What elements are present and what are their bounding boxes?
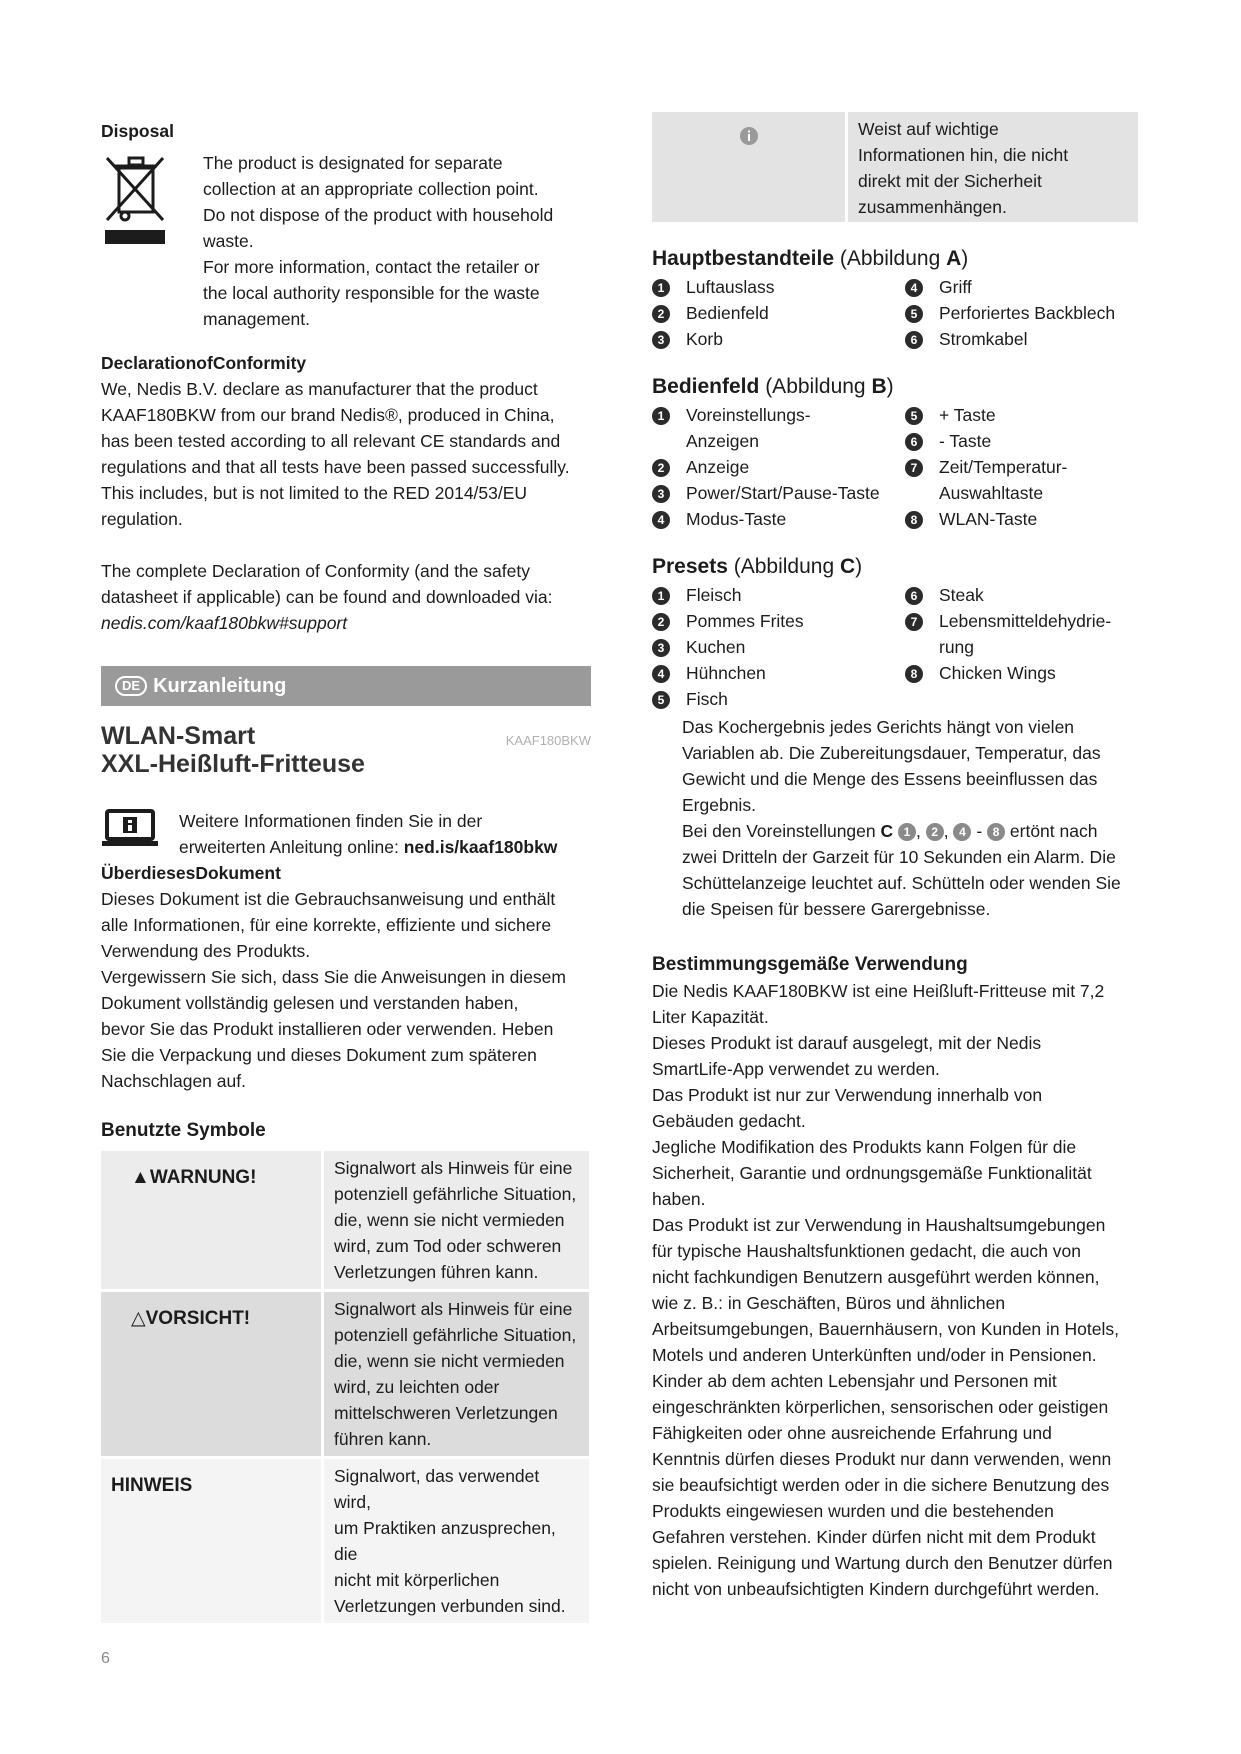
weee-crossed-bin-icon (101, 150, 213, 332)
list-item: 2 Anzeige (652, 454, 905, 480)
disposal-line: the local authority responsible for the waste (203, 283, 540, 303)
online-line: Weitere Informationen finden Sie in der (179, 811, 483, 831)
disposal-line: For more information, contact the retailer or (203, 257, 540, 277)
disposal-line: Do not dispose of the product with household (203, 205, 554, 225)
list-item: 3 Korb (652, 326, 905, 352)
preset-note: Das Kochergebnis jedes Gerichts hängt von vielen Variablen ab. Die Zubereitungsdauer, Temperatur, das Gewicht und die Menge des Essens beeinflussen das Ergebnis. (682, 717, 1101, 815)
disposal-line: management. (203, 309, 311, 329)
info-circle-icon (652, 112, 848, 222)
banner-title: Kurzanleitung (153, 675, 287, 697)
presets-heading: Presets (Abbildung C) (652, 555, 863, 578)
page-number: 6 (101, 1650, 110, 1667)
disposal-line: The product is designated for separate (203, 153, 503, 173)
symbol-description: Signalwort als Hinweis für eine potenziell gefährliche Situation, die, wenn sie nicht vermieden wird, zum Tod oder schweren Verletzungen führen kann. (324, 1151, 589, 1289)
list-item: 5 Perforiertes Backblech (905, 300, 1142, 326)
model-code: KAAF180BKW (505, 733, 591, 748)
symbol-description: Signalwort als Hinweis für eine potenziell gefährliche Situation, die, wenn sie nicht vermieden wird, zu leichten oder mittelschweren Verletzungen führen kann. (324, 1292, 589, 1456)
declaration-line: regulation. (101, 509, 183, 529)
list-item: 4 Modus-Taste (652, 506, 905, 532)
list-item: 8 WLAN-Taste (905, 506, 1142, 532)
symbol-key: △VORSICHT! (101, 1292, 321, 1456)
list-item: 2 Pommes Frites (652, 608, 905, 634)
list-item: 1 Voreinstellungs- Anzeigen (652, 402, 905, 454)
warning-triangle-icon: ▲ (131, 1167, 150, 1188)
presets-list (652, 582, 1142, 712)
list-item: 6 - Taste (905, 428, 1142, 454)
usage-body: Die Nedis KAAF180BKW ist eine Heißluft-Fritteuse mit 7,2 Liter Kapazität. Dieses Produkt ist darauf ausgelegt, mit der Nedis SmartLife-App verwendet zu werden. Das Produkt ist nur zur Verwendung innerhalb von Gebäuden gedacht. Jegliche Modifikation des Produkts kann Folgen für die Sicherheit, Garantie und ordnungsgemäße Funktionalität haben. Das Produkt ist zur Verwendung in Haushaltsumgebungen für typische Haushaltsfunktionen gedacht, die auch von nicht fachkundigen Benutzern ausgeführt werden können, wie z. B.: in Geschäften, Büros und ähnlichen Arbeitsumgebungen, Bauernhäusern, von Kunden in Hotels, Motels und anderen Unterkünften und/oder in Pensionen. Kinder ab dem achten Lebensjahr und Personen mit eingeschränkten körperlichen, sensorischen oder geistigen Fähigkeiten oder ohne ausreichende Erfahrung und Kenntnis dürfen dieses Produkt nur dann verwenden, wenn sie beaufsichtigt werden oder in die sichere Benutzung des Produkts eingewiesen wurden und die bestehenden Gefahren verstehen. Kinder dürfen nicht mit dem Produkt spielen. Reinigung und Wartung durch den Benutzer dürfen nicht von unbeaufsichtigten Kindern durchgeführt werden. (652, 981, 1119, 1599)
language-badge: DE (115, 676, 147, 696)
online-line: erweiterten Anleitung online: ned.is/kaaf180bkw (179, 837, 558, 857)
about-line: alle Informationen, für eine korrekte, effiziente und sichere (101, 915, 552, 935)
list-item: 1 Luftauslass (652, 274, 905, 300)
symbol-description: Signalwort, das verwendet wird, um Praktiken anzusprechen, die nicht mit körperlichen Verletzungen verbunden sind. (324, 1459, 589, 1623)
info-symbol-box (652, 112, 1138, 222)
declaration-line: This includes, but is not limited to the RED 2014/53/EU (101, 483, 528, 503)
support-link[interactable]: nedis.com/kaaf180bkw#support (101, 613, 348, 633)
symbols-table (98, 1148, 592, 1626)
list-item: 3 Kuchen (652, 634, 905, 660)
online-url[interactable]: ned.is/kaaf180bkw (403, 837, 558, 857)
declaration-line: has been tested according to all relevant CE standards and (101, 431, 561, 451)
doc-title-line: WLAN-Smart (101, 722, 256, 750)
main-parts-heading: Hauptbestandteile (Abbildung A) (652, 247, 969, 270)
about-line: Nachschlagen auf. (101, 1071, 246, 1091)
symbol-row (101, 1292, 589, 1456)
list-item: 2 Bedienfeld (652, 300, 905, 326)
doc-title-line: XXL-Heißluft-Fritteuse (101, 750, 365, 778)
about-line: Verwendung des Produkts. (101, 941, 311, 961)
left-column (101, 118, 591, 1626)
declaration-complete-line: datasheet if applicable) can be found and downloaded via: (101, 587, 553, 607)
about-line: Sie die Verpackung und dieses Dokument zum späteren (101, 1045, 537, 1065)
about-line: bevor Sie das Produkt installieren oder verwenden. Heben (101, 1019, 554, 1039)
info-description: Weist auf wichtige Informationen hin, die nicht direkt mit der Sicherheit zusammenhängen. (858, 119, 1069, 217)
symbol-row (101, 1151, 589, 1289)
declaration-line: KAAF180BKW from our brand Nedis®, produced in China, (101, 405, 555, 425)
disposal-block (101, 150, 591, 332)
online-info-row (101, 808, 591, 860)
caution-triangle-icon: △ (131, 1308, 146, 1329)
list-item: 5 Fisch (652, 686, 905, 712)
list-item: 4 Griff (905, 274, 1142, 300)
list-item: 7 Lebensmitteldehydrie- rung (905, 608, 1142, 660)
control-panel-heading: Bedienfeld (Abbildung B) (652, 375, 894, 398)
doc-title-row (101, 722, 591, 778)
list-item: 5 + Taste (905, 402, 1142, 428)
usage-heading: Bestimmungsgemäße Verwendung (652, 954, 968, 975)
about-line: Dokument vollständig gelesen und verstanden haben, (101, 993, 519, 1013)
list-item: 1 Fleisch (652, 582, 905, 608)
laptop-info-icon (101, 808, 179, 860)
right-column (652, 112, 1142, 1602)
list-item: 6 Steak (905, 582, 1142, 608)
list-item: 3 Power/Start/Pause-Taste (652, 480, 905, 506)
control-panel-list (652, 402, 1142, 532)
disposal-line: collection at an appropriate collection point. (203, 179, 539, 199)
symbol-row (101, 1459, 589, 1623)
about-line: Vergewissern Sie sich, dass Sie die Anweisungen in diesem (101, 967, 566, 987)
kurzanleitung-banner (101, 666, 591, 706)
declaration-complete-line: The complete Declaration of Conformity (and the safety (101, 561, 530, 581)
about-heading: ÜberdiesesDokument (101, 863, 281, 883)
preset-alarm-note: Bei den Voreinstellungen C 1 , 2 , 4 - 8 ertönt nach zwei Dritteln der Garzeit für 10 Sekunden ein Alarm. Die Schüttelanzeige leuchtet auf. Schütteln oder wenden Sie die Speisen für bessere Garergebnisse. (682, 821, 1121, 919)
symbol-key: HINWEIS (101, 1459, 321, 1623)
disposal-heading: Disposal (101, 121, 174, 141)
symbol-key: ▲WARNUNG! (101, 1151, 321, 1289)
disposal-line: waste. (203, 231, 254, 251)
about-line: Dieses Dokument ist die Gebrauchsanweisung und enthält (101, 889, 556, 909)
list-item: 7 Zeit/Temperatur- Auswahltaste (905, 454, 1142, 506)
list-item: 8 Chicken Wings (905, 660, 1142, 686)
symbols-heading: Benutzte Symbole (101, 1120, 266, 1141)
declaration-line: We, Nedis B.V. declare as manufacturer that the product (101, 379, 538, 399)
declaration-line: regulations and that all tests have been passed successfully. (101, 457, 570, 477)
list-item: 6 Stromkabel (905, 326, 1142, 352)
list-item: 4 Hühnchen (652, 660, 905, 686)
main-parts-list (652, 274, 1142, 352)
declaration-heading: DeclarationofConformity (101, 353, 307, 373)
